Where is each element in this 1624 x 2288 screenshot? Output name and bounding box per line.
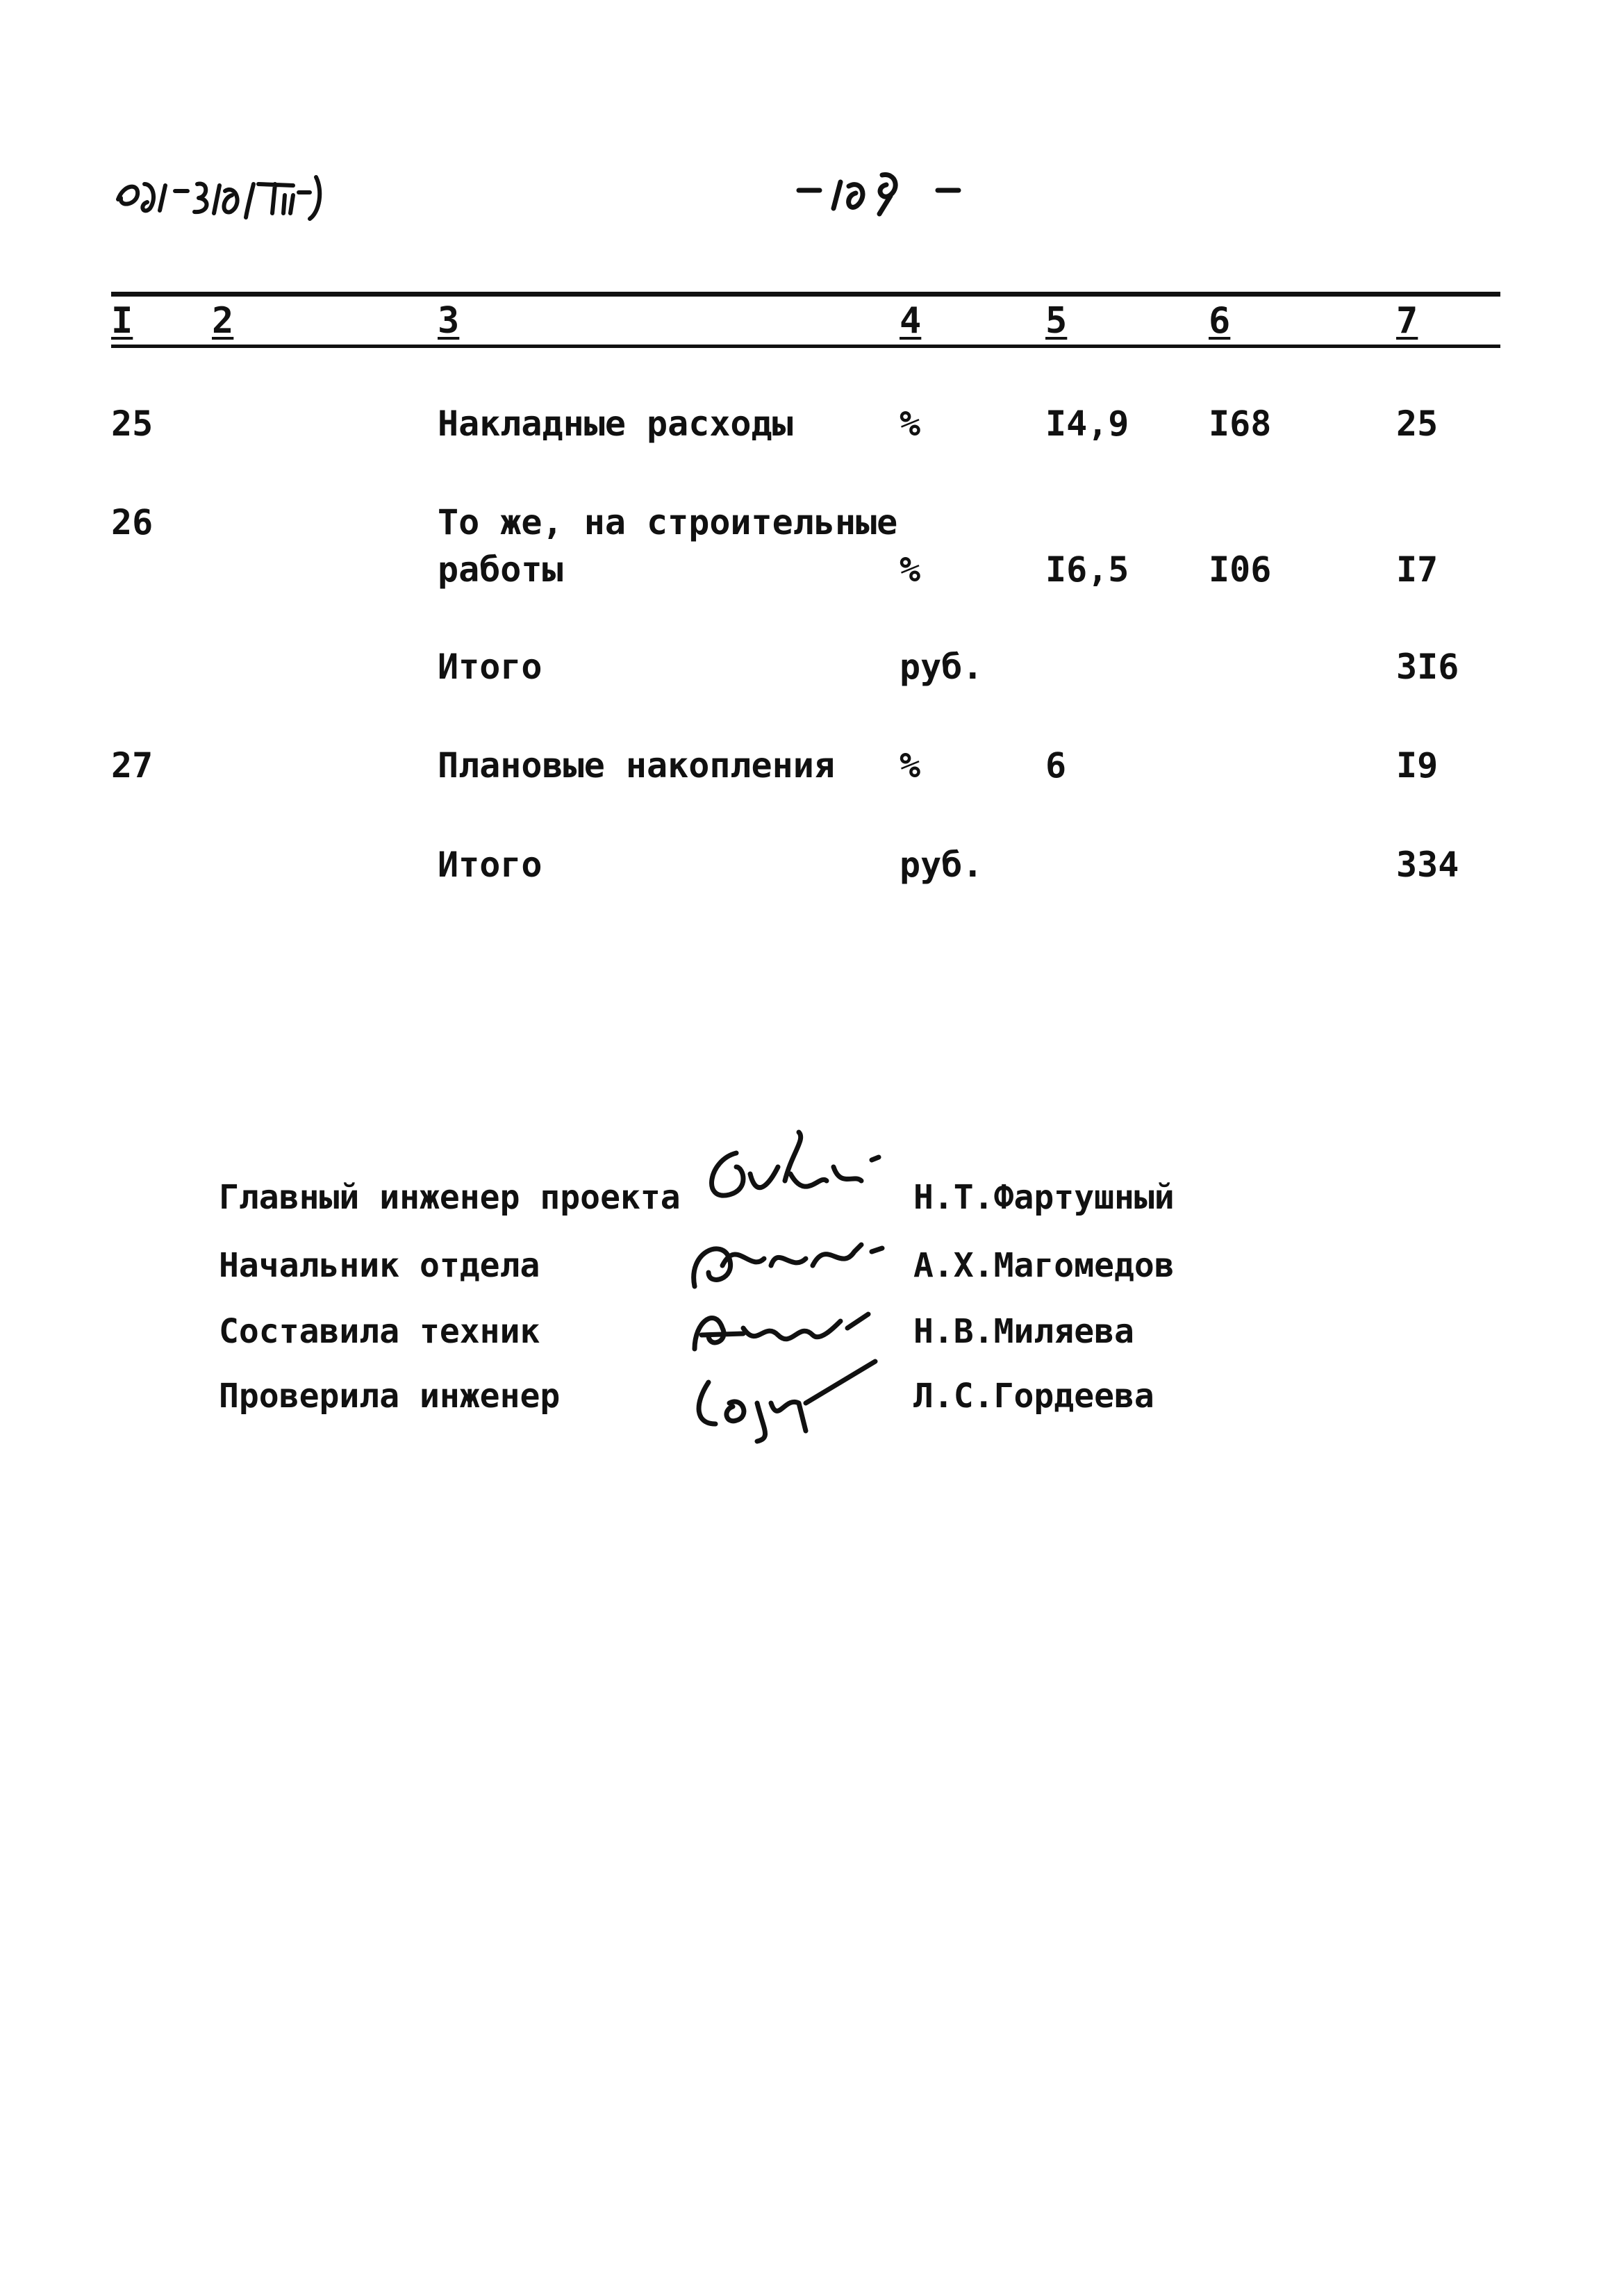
unit: % — [900, 745, 921, 786]
unit: % — [900, 404, 921, 444]
amount: I9 — [1396, 745, 1439, 786]
row-number: 25 — [111, 404, 154, 444]
unit: руб. — [900, 647, 984, 687]
column-header-6: 6 — [1209, 300, 1231, 342]
signatory-name: Н.Т.Фартушный — [913, 1178, 1175, 1217]
item-name: Итого — [438, 845, 542, 885]
item-name-line-2: работы — [438, 549, 563, 590]
column-header-3: 3 — [438, 300, 460, 342]
handwritten-page-number — [792, 154, 986, 217]
signatory-name: Н.В.Миляева — [913, 1312, 1134, 1351]
row-number: 27 — [111, 745, 154, 786]
base: I06 — [1209, 549, 1272, 590]
table-top-rule — [111, 292, 1500, 297]
rate: I4,9 — [1045, 404, 1129, 444]
amount: I7 — [1396, 549, 1439, 590]
signatory-role: Составила техник — [219, 1312, 540, 1351]
unit: руб. — [900, 845, 984, 885]
table-header-rule — [111, 345, 1500, 348]
amount: 3I6 — [1396, 647, 1459, 687]
handwritten-document-code — [111, 156, 361, 226]
column-header-4: 4 — [900, 300, 922, 342]
amount: 25 — [1396, 404, 1439, 444]
signatory-role: Главный инженер проекта — [219, 1178, 681, 1217]
handwritten-signature — [667, 1354, 889, 1445]
column-header-7: 7 — [1396, 300, 1418, 342]
base: I68 — [1209, 404, 1272, 444]
item-name: Итого — [438, 647, 542, 687]
item-name-line-1: То же, на строительные — [438, 502, 898, 542]
signatory-name: А.Х.Магомедов — [913, 1246, 1175, 1285]
signatory-role: Начальник отдела — [219, 1246, 540, 1285]
unit: % — [900, 549, 921, 590]
handwritten-signature — [667, 1125, 889, 1216]
column-header-5: 5 — [1045, 300, 1068, 342]
item-name: Плановые накопления — [438, 745, 835, 786]
signatory-role: Проверила инженер — [219, 1377, 561, 1416]
row-number: 26 — [111, 502, 154, 542]
column-header-2: 2 — [212, 300, 234, 342]
column-header-1: I — [111, 300, 133, 342]
item-name: Накладные расходы — [438, 404, 793, 444]
rate: 6 — [1045, 745, 1067, 786]
amount: 334 — [1396, 845, 1459, 885]
signatory-name: Л.С.Гордеева — [913, 1377, 1154, 1416]
rate: I6,5 — [1045, 549, 1129, 590]
